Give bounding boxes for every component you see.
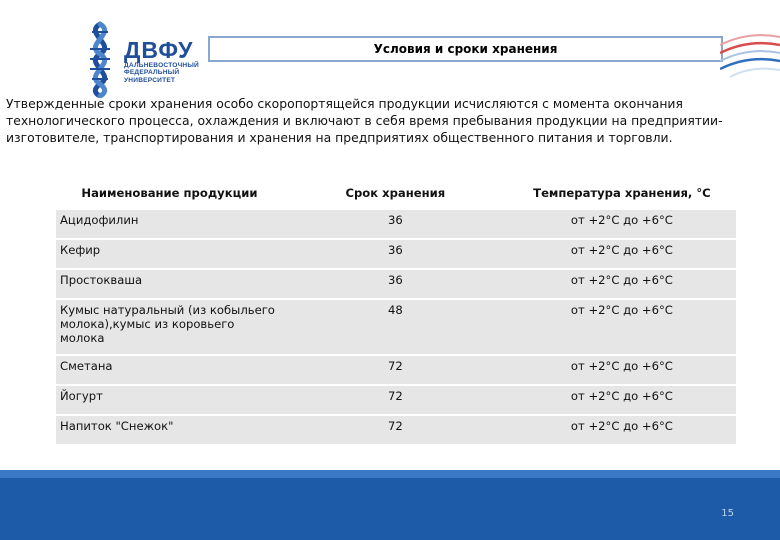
table-row <box>56 415 736 444</box>
logo-subtitle-line: ДАЛЬНЕВОСТОЧНЫЙ <box>124 62 199 69</box>
table-row <box>56 385 736 415</box>
temperature-cell: от +2°С до +6°С <box>508 269 736 299</box>
temperature-cell: от +2°С до +6°С <box>508 209 736 239</box>
product-cell: Напиток "Снежок" <box>56 415 283 444</box>
temperature-cell: от +2°С до +6°С <box>508 239 736 269</box>
product-cell: Ацидофилин <box>56 209 283 239</box>
product-cell: Кумыс натуральный (из кобыльего молока),кумыс из коровьего молока <box>56 299 283 355</box>
logo-subtitle-line: ФЕДЕРАЛЬНЫЙ <box>124 69 180 77</box>
product-cell: Простокваша <box>56 269 283 299</box>
page-number: 15 <box>721 508 734 519</box>
shelf-life-cell: 36 <box>283 239 508 269</box>
temperature-cell: от +2°С до +6°С <box>508 299 736 355</box>
table-row <box>56 269 736 299</box>
storage-table <box>56 178 736 444</box>
table-row <box>56 209 736 239</box>
logo-text <box>124 38 199 84</box>
shelf-life-cell: 48 <box>283 299 508 355</box>
product-cell: Йогурт <box>56 385 283 415</box>
shelf-life-cell: 72 <box>283 415 508 444</box>
table-header-row <box>56 178 736 209</box>
logo-subtitle-line: УНИВЕРСИТЕТ <box>124 76 176 84</box>
temperature-cell: от +2°С до +6°С <box>508 385 736 415</box>
shelf-life-cell: 72 <box>283 355 508 385</box>
header-product: Наименование продукции <box>56 178 283 209</box>
table-row <box>56 355 736 385</box>
temperature-cell: от +2°С до +6°С <box>508 355 736 385</box>
header-temperature: Температура хранения, °С <box>508 178 736 209</box>
table-row <box>56 239 736 269</box>
slide-title: Условия и сроки хранения <box>373 42 558 56</box>
product-cell: Кефир <box>56 239 283 269</box>
product-cell: Сметана <box>56 355 283 385</box>
footer-stripe <box>0 470 780 478</box>
shelf-life-cell: 36 <box>283 209 508 239</box>
table-row <box>56 299 736 355</box>
header-shelf-life: Срок хранения <box>283 178 508 209</box>
shelf-life-cell: 72 <box>283 385 508 415</box>
dna-helix-icon <box>78 20 122 98</box>
footer-band <box>0 470 780 540</box>
decorative-swoosh-icon <box>720 15 780 85</box>
slide-title-box <box>208 36 723 62</box>
temperature-cell: от +2°С до +6°С <box>508 415 736 444</box>
logo-name: ДВФУ <box>124 37 194 63</box>
shelf-life-cell: 36 <box>283 269 508 299</box>
intro-paragraph: Утвержденные сроки хранения особо скоропортящейся продукции исчисляются с момента окончания технологического процесса, охлаждения и включают в себя время пребывания продукции на предприятии-изготовителе, транспортирования и хранения на предприятиях общественного питания и торговли. <box>6 96 723 145</box>
